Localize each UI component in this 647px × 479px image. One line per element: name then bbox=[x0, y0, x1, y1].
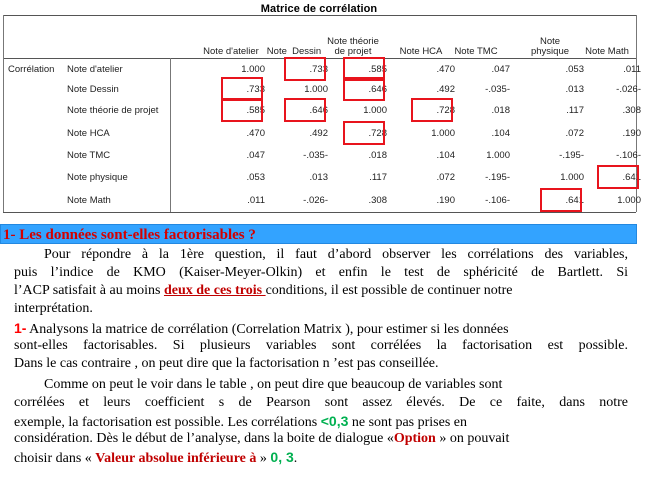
column-header: Note physique bbox=[530, 36, 570, 57]
text-run: ne sont pas prises en bbox=[348, 415, 467, 430]
threshold-setting-value: 0, 3 bbox=[270, 449, 294, 465]
text-run: l’ACP satisfait à au moins bbox=[14, 283, 164, 298]
row-header: Note théorie de projet bbox=[67, 105, 159, 116]
correlation-cell: -.106- bbox=[485, 195, 510, 206]
text-run: Analysons la matrice de corrélation (Correlation Matrix ), pour estimer si les données bbox=[26, 322, 509, 337]
correlation-cell: .104 bbox=[436, 150, 455, 161]
correlation-cell: .585 bbox=[246, 105, 265, 116]
correlation-cell: .733 bbox=[246, 84, 265, 95]
correlation-cell: .013 bbox=[309, 172, 328, 183]
highlight-box bbox=[284, 98, 326, 122]
text-run: exemple, la factorisation est possible. Les corrélations bbox=[14, 415, 321, 430]
text-run: considération. Dès le début de l’analyse, dans la boite de dialogue « bbox=[14, 431, 394, 446]
correlation-cell: .072 bbox=[565, 128, 584, 139]
correlation-cell: 1.000 bbox=[431, 128, 455, 139]
paragraph-conclusion bbox=[14, 376, 628, 466]
correlation-cell: .585 bbox=[368, 64, 387, 75]
paragraph-conclusion-line: Comme on peut le voir dans le table , on peut dire que beaucoup de variables sont bbox=[44, 377, 503, 392]
section-banner bbox=[0, 224, 637, 244]
row-group-label: Corrélation bbox=[8, 64, 55, 75]
correlation-cell: .117 bbox=[566, 105, 584, 116]
table-left-rule bbox=[3, 15, 4, 212]
correlation-cell: 1.000 bbox=[560, 172, 584, 183]
paragraph-conclusion-line bbox=[14, 430, 628, 448]
correlation-cell: -.106- bbox=[616, 150, 641, 161]
highlight-box bbox=[221, 98, 263, 122]
correlation-cell: .470 bbox=[436, 64, 455, 75]
text-run: . bbox=[293, 451, 298, 466]
column-header: Note Dessin bbox=[266, 46, 322, 57]
option-setting-label: Valeur absolue inférieure à bbox=[95, 451, 257, 466]
correlation-cell: .728 bbox=[368, 128, 387, 139]
correlation-cell: .011 bbox=[247, 195, 265, 206]
correlation-cell: 1.000 bbox=[241, 64, 265, 75]
correlation-cell: .117 bbox=[369, 172, 387, 183]
highlight-box bbox=[597, 165, 639, 189]
correlation-cell: .053 bbox=[565, 64, 584, 75]
correlation-cell: -.195- bbox=[485, 172, 510, 183]
column-header: Note HCA bbox=[399, 46, 443, 57]
text-run: choisir dans « bbox=[14, 451, 96, 466]
option-label: Option bbox=[393, 431, 436, 446]
correlation-cell: .190 bbox=[436, 195, 455, 206]
correlation-cell: .104 bbox=[491, 128, 510, 139]
correlation-cell: .018 bbox=[368, 150, 387, 161]
correlation-cell: .308 bbox=[622, 105, 641, 116]
correlation-cell: .492 bbox=[309, 128, 328, 139]
highlight-box bbox=[343, 77, 385, 101]
column-header: Note d'atelier bbox=[203, 46, 259, 57]
correlation-cell: .646 bbox=[368, 84, 387, 95]
row-header: Note TMC bbox=[67, 150, 111, 161]
row-header: Note HCA bbox=[67, 128, 110, 139]
paragraph-conclusion-line: corrélées et leurs coefficient s de Pearson sont assez élevés. De ce faite, dans notre bbox=[14, 395, 628, 410]
correlation-cell: .646 bbox=[309, 105, 328, 116]
correlation-cell: .018 bbox=[491, 105, 510, 116]
correlation-cell: 1.000 bbox=[486, 150, 510, 161]
column-header: Note TMC bbox=[454, 46, 498, 57]
section-heading: 1- Les données sont-elles factorisables ? bbox=[3, 227, 256, 243]
correlation-cell: .013 bbox=[565, 84, 584, 95]
correlation-cell: .641 bbox=[565, 195, 584, 206]
paragraph-analysis-line: sont-elles factorisables. Si plusieurs variables sont corrélées la factorisation est possible. bbox=[14, 338, 628, 353]
column-header: Note théorie de projet bbox=[327, 36, 379, 57]
threshold-value: <0,3 bbox=[320, 413, 349, 429]
correlation-cell: .053 bbox=[246, 172, 265, 183]
correlation-cell: .733 bbox=[309, 64, 328, 75]
table-body-rule bbox=[170, 58, 171, 212]
row-header: Note Math bbox=[67, 195, 111, 206]
correlation-cell: .047 bbox=[246, 150, 265, 161]
paragraph-intro-line: puis l’indice de KMO (Kaiser-Meyer-Olkin) et enfin le test de sphéricité de Bartlett. Si bbox=[14, 265, 628, 280]
correlation-cell: -.195- bbox=[559, 150, 584, 161]
highlight-box bbox=[411, 98, 453, 122]
emphasis-two-of-three: deux de ces trois bbox=[163, 283, 266, 298]
paragraph-intro bbox=[14, 246, 628, 318]
highlight-box bbox=[540, 188, 582, 212]
paragraph-conclusion-line bbox=[14, 448, 628, 466]
step-number: 1- bbox=[14, 320, 27, 336]
correlation-cell: .728 bbox=[436, 105, 455, 116]
correlation-cell: .190 bbox=[622, 128, 641, 139]
paragraph-analysis-line: Dans le cas contraire , on peut dire que la factorisation n ’est pas conseillée. bbox=[14, 356, 439, 371]
correlation-cell: -.026- bbox=[616, 84, 641, 95]
correlation-cell: .011 bbox=[623, 64, 641, 75]
correlation-cell: -.035- bbox=[485, 84, 510, 95]
correlation-cell: .047 bbox=[491, 64, 510, 75]
correlation-cell: .470 bbox=[246, 128, 265, 139]
column-header: Note Math bbox=[585, 46, 629, 57]
correlation-matrix-title: Matrice de corrélation bbox=[260, 3, 378, 15]
table-top-rule bbox=[3, 15, 636, 16]
row-header: Note d'atelier bbox=[67, 64, 123, 75]
paragraph-intro-line: interprétation. bbox=[14, 301, 93, 316]
text-run: » on pouvait bbox=[435, 431, 510, 446]
paragraph-analysis-line bbox=[14, 319, 628, 337]
correlation-cell: 1.000 bbox=[617, 195, 641, 206]
highlight-box bbox=[343, 121, 385, 145]
correlation-cell: .308 bbox=[368, 195, 387, 206]
correlation-cell: .641 bbox=[622, 172, 641, 183]
row-header: Note Dessin bbox=[67, 84, 119, 95]
highlight-box bbox=[284, 57, 326, 81]
paragraph-intro-line: Pour répondre à la 1ère question, il faut d’abord observer les corrélations des variables, bbox=[44, 247, 628, 262]
text-run: conditions, il est possible de continuer notre bbox=[265, 283, 513, 298]
correlation-cell: .492 bbox=[436, 84, 455, 95]
text-run: » bbox=[256, 451, 271, 466]
paragraph-analysis bbox=[14, 319, 628, 373]
correlation-cell: -.035- bbox=[303, 150, 328, 161]
paragraph-intro-line bbox=[14, 282, 628, 300]
correlation-cell: 1.000 bbox=[304, 84, 328, 95]
table-bottom-rule bbox=[3, 212, 636, 213]
correlation-cell: .072 bbox=[436, 172, 455, 183]
row-header: Note physique bbox=[67, 172, 128, 183]
paragraph-conclusion-line bbox=[14, 412, 628, 430]
correlation-cell: 1.000 bbox=[363, 105, 387, 116]
correlation-cell: -.026- bbox=[303, 195, 328, 206]
